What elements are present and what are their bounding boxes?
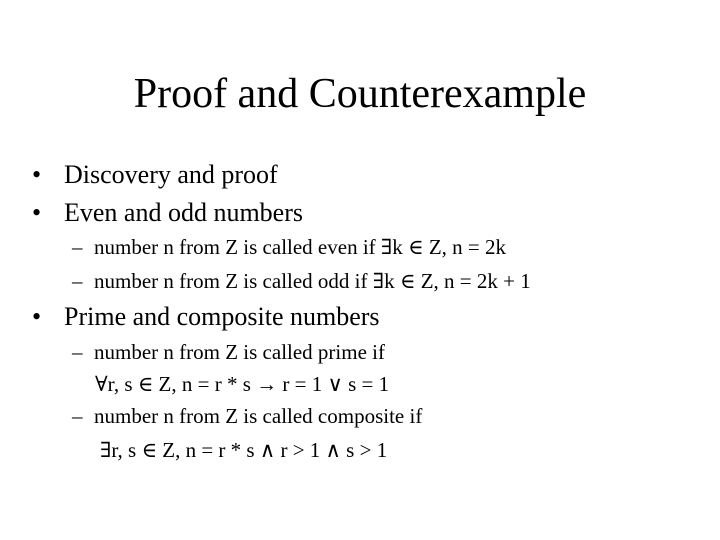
sub-item-text: number n from Z is called even if ∃k ∈ Z, n = 2k	[94, 235, 507, 259]
sub-bullet-marker: –	[72, 235, 83, 259]
bullet-text: Even and odd numbers	[64, 198, 304, 227]
sub-item-text: number n from Z is called odd if ∃k ∈ Z, n = 2k + 1	[94, 269, 531, 293]
sub-item-prime-definition	[72, 339, 385, 366]
sub-item-composite-definition	[72, 403, 422, 430]
bullet-prime-and-composite-numbers	[32, 301, 380, 333]
prime-definition-formula: ∀r, s ∈ Z, n = r * s → r = 1 ∨ s = 1	[95, 372, 390, 396]
bullet-marker: •	[32, 198, 42, 227]
sub-bullet-marker: –	[72, 404, 83, 428]
sub-item-even-definition	[72, 234, 506, 261]
bullet-discovery-and-proof	[32, 159, 278, 191]
bullet-text: Discovery and proof	[64, 160, 278, 189]
composite-definition-formula: ∃r, s ∈ Z, n = r * s ∧ r > 1 ∧ s > 1	[100, 438, 388, 462]
bullet-marker: •	[32, 302, 42, 331]
sub-bullet-marker: –	[72, 340, 83, 364]
bullet-marker: •	[32, 160, 42, 189]
bullet-even-and-odd-numbers	[32, 197, 303, 229]
sub-item-odd-definition	[72, 268, 531, 295]
slide-title: Proof and Counterexample	[133, 71, 587, 117]
sub-bullet-marker: –	[72, 269, 83, 293]
bullet-text: Prime and composite numbers	[64, 302, 380, 331]
sub-item-text: number n from Z is called prime if	[94, 340, 385, 364]
sub-item-text: number n from Z is called composite if	[94, 404, 423, 428]
